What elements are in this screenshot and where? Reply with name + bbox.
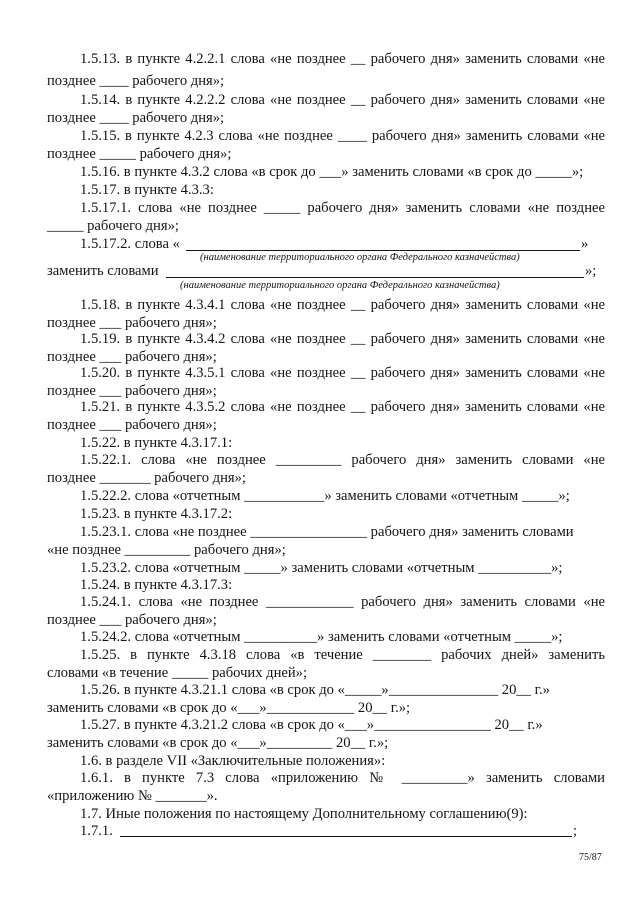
text-line: 1.5.22.2. слова «отчетным ___________» заменить словами «отчетным _____»;	[80, 488, 570, 504]
text-line: 1.7.1.	[80, 823, 113, 839]
text-line: 1.5.15. в пункте 4.2.3 слова «не позднее ____ рабочего дня» заменить словами «не	[80, 128, 605, 144]
text-line: 1.5.13. в пункте 4.2.2.1 слова «не позднее __ рабочего дня» заменить словами «не	[80, 51, 605, 67]
text-line: 1.5.23.1. слова «не позднее ________________ рабочего дня» заменить словами	[80, 524, 574, 540]
text-line: 1.5.23. в пункте 4.3.17.2:	[80, 506, 233, 522]
fill-in-line	[166, 277, 584, 278]
text-line: словами «в течение _____ рабочих дней»;	[47, 665, 308, 681]
text-line: заменить словами	[47, 263, 159, 279]
text-line: 1.6. в разделе VII «Заключительные положения»:	[80, 753, 386, 769]
text-line: позднее ____ рабочего дня»;	[47, 110, 225, 126]
text-line: 1.5.25. в пункте 4.3.18 слова «в течение ________ рабочих дней» заменить	[80, 647, 605, 663]
text-line: 1.5.23.2. слова «отчетным _____» заменить словами «отчетным __________»;	[80, 560, 563, 576]
text-line: 1.5.20. в пункте 4.3.5.1 слова «не позднее __ рабочего дня» заменить словами «не	[80, 365, 605, 381]
text-line: 1.5.21. в пункте 4.3.5.2 слова «не позднее __ рабочего дня» заменить словами «не	[80, 399, 605, 415]
text-line: 1.5.24.1. слова «не позднее ____________ рабочего дня» заменить словами «не	[80, 594, 605, 610]
line-end-semicolon: ;	[573, 823, 578, 839]
page-number: 75/87	[579, 852, 602, 863]
closing-quote: »;	[585, 263, 597, 279]
text-line: позднее ___ рабочего дня»;	[47, 349, 217, 365]
closing-quote: »	[581, 236, 589, 252]
text-line: заменить словами «в срок до «___»____________ 20__ г.»;	[47, 700, 411, 716]
text-line: 1.5.22.1. слова «не позднее _________ рабочего дня» заменить словами «не	[80, 452, 605, 468]
text-line: 1.5.26. в пункте 4.3.21.1 слова «в срок до «_____»_______________ 20__ г.»	[80, 682, 550, 698]
text-line: «приложению № _______».	[47, 788, 218, 804]
text-line: 1.5.24. в пункте 4.3.17.3:	[80, 577, 233, 593]
field-caption: (наименование территориального органа Федерального казначейства)	[180, 280, 500, 291]
text-line: позднее _____ рабочего дня»;	[47, 146, 232, 162]
text-line: 1.7. Иные положения по настоящему Дополнительному соглашению(9):	[80, 806, 528, 822]
text-line: 1.5.17.1. слова «не позднее _____ рабочего дня» заменить словами «не позднее	[80, 200, 605, 216]
text-line: позднее _______ рабочего дня»;	[47, 470, 246, 486]
text-line: позднее ____ рабочего дня»;	[47, 73, 225, 89]
text-line: позднее ___ рабочего дня»;	[47, 383, 217, 399]
text-line: 1.5.24.2. слова «отчетным __________» заменить словами «отчетным _____»;	[80, 629, 563, 645]
text-line: позднее ___ рабочего дня»;	[47, 417, 217, 433]
text-line: 1.5.19. в пункте 4.3.4.2 слова «не позднее __ рабочего дня» заменить словами «не	[80, 331, 605, 347]
text-line: 1.5.17. в пункте 4.3.3:	[80, 182, 214, 198]
text-line: _____ рабочего дня»;	[47, 218, 179, 234]
fill-in-line	[120, 836, 572, 837]
text-line: 1.5.16. в пункте 4.3.2 слова «в срок до ___» заменить словами «в срок до _____»;	[80, 164, 584, 180]
text-line: 1.5.27. в пункте 4.3.21.2 слова «в срок до «___»________________ 20__ г.»	[80, 717, 543, 733]
text-line: 1.5.14. в пункте 4.2.2.2 слова «не позднее __ рабочего дня» заменить словами «не	[80, 92, 605, 108]
field-caption: (наименование территориального органа Федерального казначейства)	[200, 252, 520, 263]
text-line: позднее ___ рабочего дня»;	[47, 315, 217, 331]
fill-in-line	[186, 250, 580, 251]
text-line: 1.6.1. в пункте 7.3 слова «приложению № _________» заменить словами	[80, 770, 605, 786]
text-line: заменить словами «в срок до «___»_________ 20__ г.»;	[47, 735, 389, 751]
text-line: позднее ___ рабочего дня»;	[47, 612, 217, 628]
text-line: 1.5.17.2. слова «	[80, 236, 180, 252]
text-line: 1.5.18. в пункте 4.3.4.1 слова «не позднее __ рабочего дня» заменить словами «не	[80, 297, 605, 313]
text-line: 1.5.22. в пункте 4.3.17.1:	[80, 435, 233, 451]
text-line: «не позднее _________ рабочего дня»;	[47, 542, 286, 558]
